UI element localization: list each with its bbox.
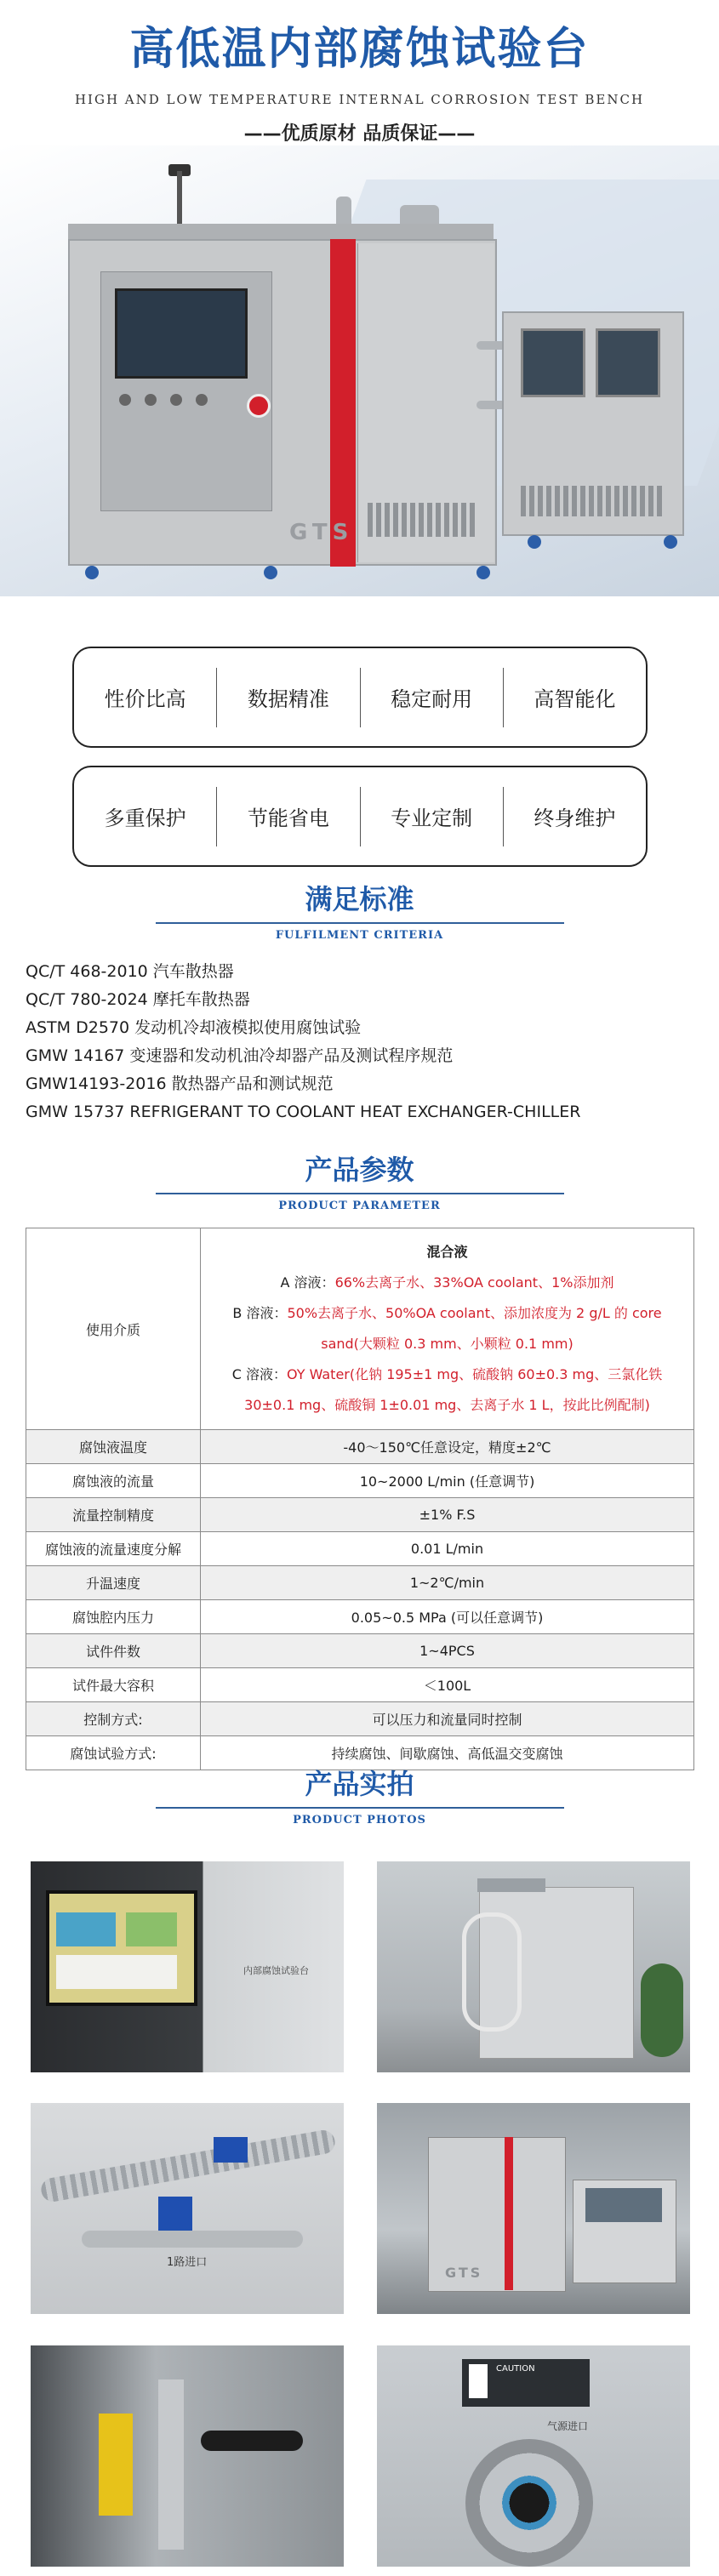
brand-logo: GTS xyxy=(289,520,354,545)
hose xyxy=(201,2431,303,2451)
hose xyxy=(462,1912,522,2032)
table-label: 升温速度 xyxy=(26,1566,201,1600)
section-subtitle: PRODUCT PARAMETER xyxy=(278,1200,441,1212)
table-row xyxy=(26,1702,694,1736)
table-row xyxy=(26,1532,694,1566)
section-subtitle: PRODUCT PHOTOS xyxy=(293,1814,426,1827)
page-subtitle: HIGH AND LOW TEMPERATURE INTERNAL CORROSION TEST BENCH xyxy=(74,92,645,107)
pipe xyxy=(158,2379,184,2550)
section-title: 产品参数 xyxy=(305,1154,414,1186)
section-title: 满足标准 xyxy=(305,883,414,915)
machine-window xyxy=(521,328,585,397)
photos-heading xyxy=(0,1763,719,1827)
emergency-stop-button xyxy=(247,394,271,418)
table-label: 腐蚀液的流量 xyxy=(26,1464,201,1498)
medium-title: 混合液 xyxy=(426,1244,468,1260)
valve xyxy=(158,2197,192,2231)
table-value: 0.05~0.5 MPa (可以任意调节) xyxy=(201,1600,694,1634)
solution-label: C 溶液： xyxy=(231,1366,287,1382)
header xyxy=(0,0,719,145)
vent-grille xyxy=(368,503,478,537)
feature-item: 数据精准 xyxy=(247,687,329,711)
list-item: QC/T 780-2024 摩托车散热器 xyxy=(26,990,250,1009)
table-value: -40～150℃任意设定，精度±2℃ xyxy=(201,1430,694,1464)
red-stripe xyxy=(330,239,356,567)
solution-value: 50%去离子水、50%OA coolant、添加浓度为 2 g/L 的 core sand(大颗粒 0.3 mm、小颗粒 0.1 mm) xyxy=(287,1305,662,1352)
panel-button xyxy=(119,394,131,406)
table-row xyxy=(26,1464,694,1498)
feature-item: 性价比高 xyxy=(104,687,186,711)
solution-a xyxy=(206,1268,688,1298)
table-label: 腐蚀液温度 xyxy=(26,1430,201,1464)
standards-heading xyxy=(0,878,719,942)
signal-light-pole xyxy=(177,171,182,225)
solution-label: B 溶液： xyxy=(232,1305,288,1321)
solution-value: OY Water(化钠 195±1 mg、硫酸钠 60±0.3 mg、三氯化铁 30±0.1 mg、硫酸铜 1±0.01 mg、去离子水 1 L，按此比例配制) xyxy=(244,1366,663,1413)
table-label: 流量控制精度 xyxy=(26,1498,201,1532)
air-inlet-fitting xyxy=(465,2439,593,2567)
table-label: 试件件数 xyxy=(26,1634,201,1668)
section-underline xyxy=(156,922,564,924)
panel-button xyxy=(145,394,157,406)
table-label: 试件最大容积 xyxy=(26,1668,201,1702)
table-label: 腐蚀试验方式: xyxy=(26,1736,201,1770)
table-value: 可以压力和流量同时控制 xyxy=(201,1702,694,1736)
table-label: 控制方式: xyxy=(26,1702,201,1736)
feature-item: 高智能化 xyxy=(534,687,616,711)
valve xyxy=(214,2137,248,2163)
list-item: ASTM D2570 发动机冷却液模拟使用腐蚀试验 xyxy=(26,1018,362,1037)
standards-list xyxy=(26,958,698,1126)
list-item: GMW 14167 变速器和发动机油冷却器产品及测试程序规范 xyxy=(26,1046,454,1065)
feature-row-1 xyxy=(72,647,648,748)
feature-row-2 xyxy=(72,766,648,867)
feature-item: 多重保护 xyxy=(104,806,186,830)
product-photo-screen xyxy=(31,1861,344,2072)
brand-logo: GTS xyxy=(445,2265,483,2281)
list-item: QC/T 468-2010 汽车散热器 xyxy=(26,962,234,981)
section-title: 产品实拍 xyxy=(305,1768,414,1800)
table-row xyxy=(26,1498,694,1532)
feature-item: 稳定耐用 xyxy=(391,687,473,711)
section-subtitle: FULFILMENT CRITERIA xyxy=(275,929,444,942)
product-photo-machines xyxy=(377,2103,690,2314)
parameter-heading xyxy=(0,1148,719,1212)
table-row xyxy=(26,1430,694,1464)
table-value: 1~2℃/min xyxy=(201,1566,694,1600)
table-row xyxy=(26,1228,694,1430)
vent-grille xyxy=(521,486,665,516)
feature-item: 终身维护 xyxy=(534,806,616,830)
product-photo-inlet xyxy=(377,2345,690,2567)
warning-icon xyxy=(469,2364,488,2398)
table-row xyxy=(26,1668,694,1702)
solution-value: 66%去离子水、33%OA coolant、1%添加剂 xyxy=(334,1274,614,1291)
hero-image xyxy=(0,145,719,596)
red-stripe xyxy=(505,2137,513,2290)
plant xyxy=(641,1963,683,2057)
machine-window xyxy=(585,2188,662,2222)
product-photo-unit xyxy=(377,1861,690,2072)
product-photo-inside xyxy=(31,2345,344,2567)
table-label: 使用介质 xyxy=(26,1228,201,1430)
slogan: ——优质原材 品质保证—— xyxy=(243,123,476,145)
solution-b xyxy=(206,1298,688,1359)
caster-wheel xyxy=(476,566,490,579)
table-value: 持续腐蚀、间歇腐蚀、高低温交变腐蚀 xyxy=(201,1736,694,1770)
medium-cell xyxy=(201,1228,694,1430)
table-value: ±1% F.S xyxy=(201,1498,694,1532)
table-value: 1~4PCS xyxy=(201,1634,694,1668)
caution-label: CAUTION xyxy=(462,2359,590,2407)
solution-c xyxy=(206,1359,688,1421)
section-underline xyxy=(156,1193,564,1194)
product-photo-pipes xyxy=(31,2103,344,2314)
section-underline xyxy=(156,1807,564,1809)
touch-screen xyxy=(115,288,248,379)
table-value: 10~2000 L/min (任意调节) xyxy=(201,1464,694,1498)
panel-caption: 内部腐蚀试验台 xyxy=(243,1965,309,1976)
panel-button xyxy=(196,394,208,406)
table-value: ＜100L xyxy=(201,1668,694,1702)
table-row xyxy=(26,1634,694,1668)
pump xyxy=(99,2414,133,2516)
machine-window xyxy=(596,328,660,397)
pipe xyxy=(82,2231,303,2248)
list-item: GMW14193-2016 散热器产品和测试规范 xyxy=(26,1074,334,1093)
touch-screen xyxy=(46,1890,197,2006)
table-label: 腐蚀液的流量速度分解 xyxy=(26,1532,201,1566)
panel-button xyxy=(170,394,182,406)
inlet-label: 1路进口 xyxy=(167,2256,208,2269)
solution-label: A 溶液： xyxy=(280,1274,335,1291)
caster-wheel xyxy=(528,535,541,549)
caster-wheel xyxy=(264,566,277,579)
table-row xyxy=(26,1600,694,1634)
list-item: GMW 15737 REFRIGERANT TO COOLANT HEAT EXCHANGER-CHILLER xyxy=(26,1103,581,1121)
table-value: 0.01 L/min xyxy=(201,1532,694,1566)
caster-wheel xyxy=(664,535,677,549)
caster-wheel xyxy=(85,566,99,579)
table-row xyxy=(26,1566,694,1600)
feature-item: 专业定制 xyxy=(391,806,473,830)
feature-item: 节能省电 xyxy=(247,806,329,830)
page-title: 高低温内部腐蚀试验台 xyxy=(129,24,590,75)
inlet-label: 气源进口 xyxy=(547,2420,589,2432)
table-label: 腐蚀腔内压力 xyxy=(26,1600,201,1634)
parameter-table xyxy=(26,1228,694,1770)
